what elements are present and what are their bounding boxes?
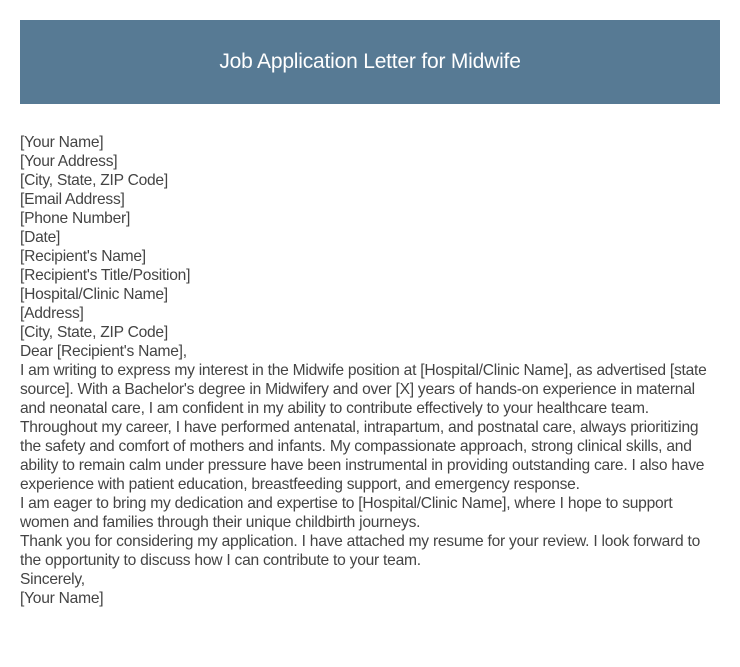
page-header: [20, 20, 720, 104]
letter-body: [20, 133, 720, 608]
sender-city-state-zip: [City, State, ZIP Code]: [20, 172, 168, 189]
recipient-organization: [Hospital/Clinic Name]: [20, 286, 168, 303]
paragraph-intro: I am writing to express my interest in the Midwife position at [Hospital/Clinic Name], as advertised [state source]. With a Bachelor's degree in Midwifery and over [X] years of hands-on experience in maternal and neonatal care, I am confident in my ability to contribute effectively to your healthcare team.: [20, 362, 707, 417]
paragraph-experience: Throughout my career, I have performed antenatal, intrapartum, and postnatal care, always prioritizing the safety and comfort of mothers and infants. My compassionate approach, strong clinical skills, and ability to remain calm under pressure have been instrumental in providing outstanding care. I also have experience with patient education, breastfeeding support, and emergency response.: [20, 419, 705, 493]
paragraph-thanks: Thank you for considering my application. I have attached my resume for your review. I look forward to the opportunity to discuss how I can contribute to your team.: [20, 533, 701, 569]
recipient-name: [Recipient's Name]: [20, 248, 146, 265]
recipient-city-state-zip: [City, State, ZIP Code]: [20, 324, 168, 341]
letter-date: [Date]: [20, 229, 61, 246]
page-title: Job Application Letter for Midwife: [219, 50, 521, 73]
paragraph-motivation: I am eager to bring my dedication and expertise to [Hospital/Clinic Name], where I hope to support women and families through their unique childbirth journeys.: [20, 495, 673, 531]
recipient-title: [Recipient's Title/Position]: [20, 267, 191, 284]
closing: Sincerely,: [20, 571, 85, 588]
sender-phone: [Phone Number]: [20, 210, 131, 227]
sender-name: [Your Name]: [20, 134, 104, 151]
recipient-address: [Address]: [20, 305, 84, 322]
sender-email: [Email Address]: [20, 191, 125, 208]
salutation: Dear [Recipient's Name],: [20, 343, 187, 360]
sender-address: [Your Address]: [20, 153, 118, 170]
signature: [Your Name]: [20, 590, 104, 607]
